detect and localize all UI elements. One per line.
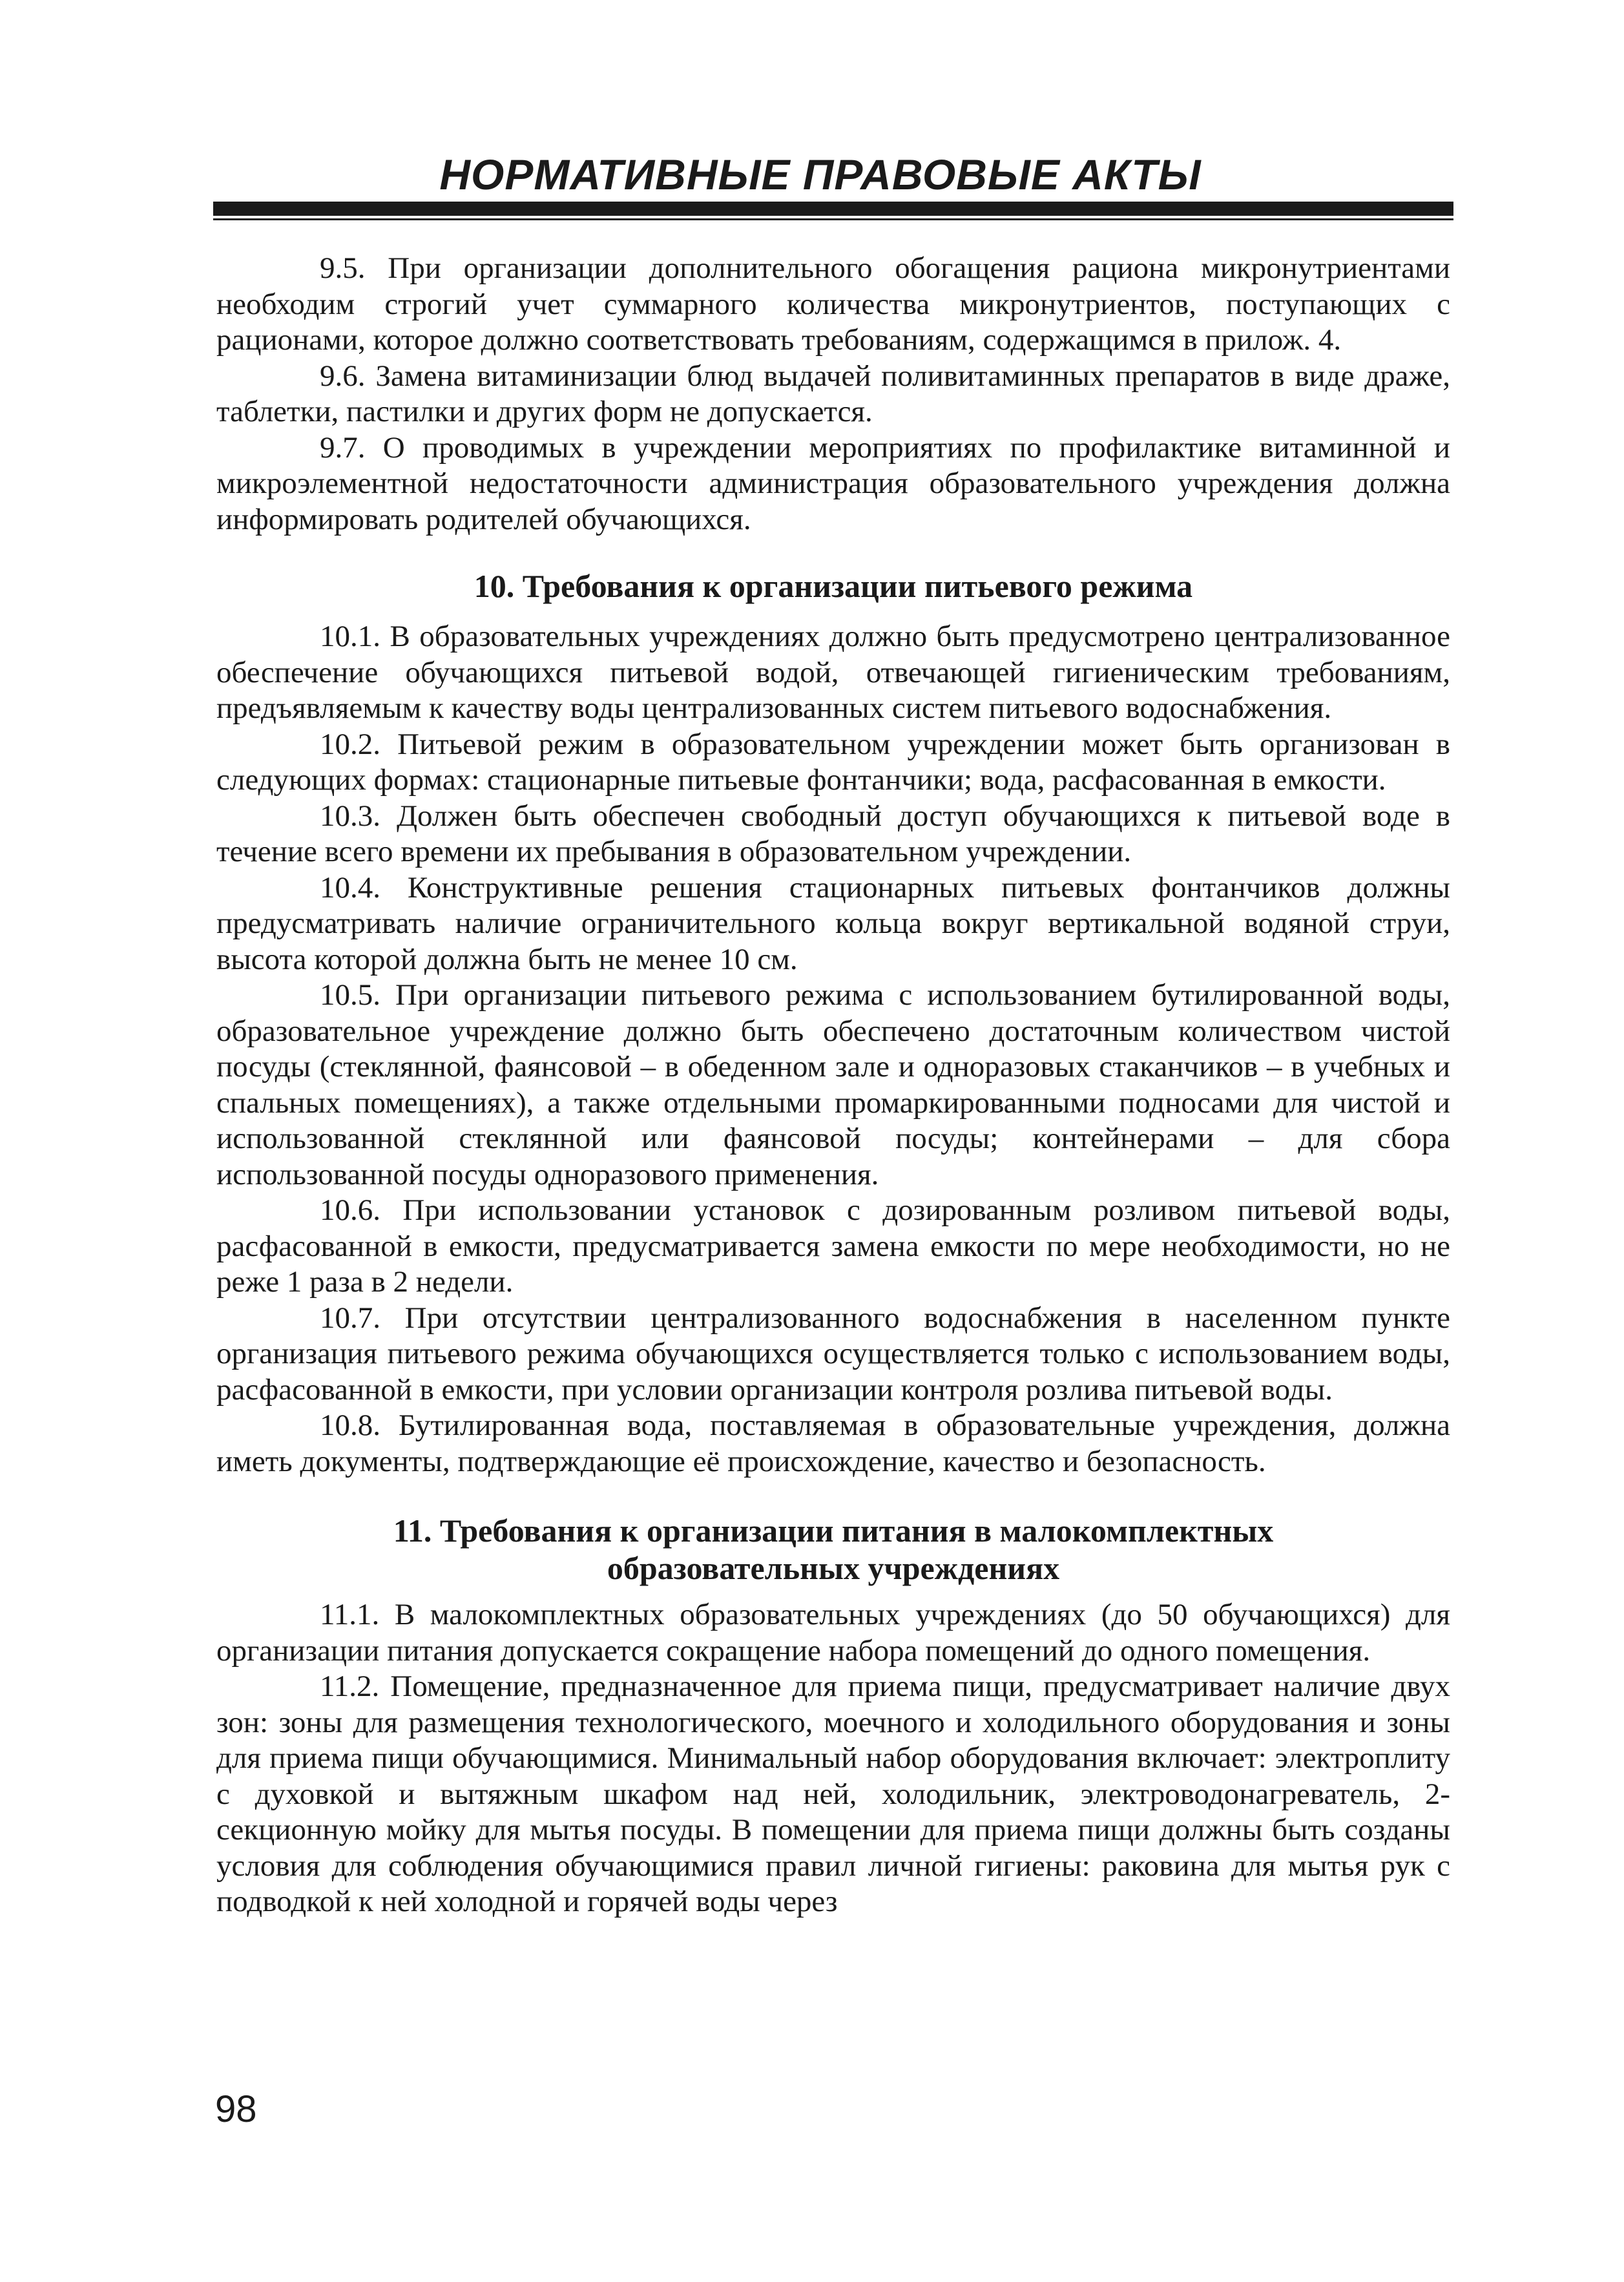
paragraph-10-6: 10.6. При использовании установок с дозированным розливом питьевой воды, расфасованной в емкости, предусматривается замена емкости по мере необходимости, но не реже 1 раза в 2 недели. [216,1193,1450,1299]
paragraph-9-5: 9.5. При организации дополнительного обогащения рациона микронутриентами необходим строгий учет суммарного количества микронутриентов, поступающих с рационами, которое должно соответствовать требованиям, содержащимся в прилож. 4. [216,251,1450,357]
paragraph-9-6: 9.6. Замена витаминизации блюд выдачей поливитаминных препаратов в виде драже, таблетки, пастилки и других форм не допускается. [216,359,1450,428]
paragraph-9-7: 9.7. О проводимых в учреждении мероприятиях по профилактике витаминной и микроэлементной недостаточности администрация образовательного учреждения должна информировать родителей обучающихся. [216,430,1450,536]
header-rule-thin [213,218,1453,220]
section-11-heading-line-1: 11. Требования к организации питания в малокомплектных [393,1513,1274,1549]
paragraph-10-4: 10.4. Конструктивные решения стационарных питьевых фонтанчиков должны предусматривать наличие ограничительного кольца вокруг вертикальной водяной струи, высота которой должна быть не менее 10 см. [216,870,1450,976]
section-11-heading [216,1480,1450,1597]
paragraph-11-1: 11.1. В малокомплектных образовательных учреждениях (до 50 обучающихся) для организации питания допускается сокращение набора помещений до одного помещения. [216,1598,1450,1668]
paragraph-10-5: 10.5. При организации питьевого режима с использованием бутилированной воды, образовательное учреждение должно быть обеспечено достаточным количеством чистой посуды (стеклянной, фаянсовой – в обеденном зале и одноразовых стаканчиков – в учебных и спальных помещениях), а также отдельными промаркированными подносами для чистой и использованной стеклянной или фаянсовой посуды; контейнерами – для сбора использованной посуды одноразового применения. [216,978,1450,1191]
page-number: 98 [215,2088,257,2130]
paragraph-10-8: 10.8. Бутилированная вода, поставляемая в образовательные учреждения, должна иметь документы, подтверждающие её происхождение, качество и безопасность. [216,1408,1450,1478]
header-rule-thick [213,202,1453,216]
section-10-heading: 10. Требования к организации питьевого режима [474,568,1193,604]
page-body [216,251,1450,1920]
paragraph-10-2: 10.2. Питьевой режим в образовательном учреждении может быть организован в следующих формах: стационарные питьевые фонтанчики; вода, расфасованная в емкости. [216,727,1450,797]
section-11-heading-line-2: образовательных учреждениях [607,1550,1060,1586]
running-header-title: НОРМАТИВНЫЕ ПРАВОВЫЕ АКТЫ [439,151,1202,198]
paragraph-10-1: 10.1. В образовательных учреждениях должно быть предусмотрено централизованное обеспечение обучающихся питьевой водой, отвечающей гигиеническим требованиям, предъявляемым к качеству воды централизованных систем питьевого водоснабжения. [216,620,1450,725]
paragraph-10-3: 10.3. Должен быть обеспечен свободный доступ обучающихся к питьевой воде в течение всего времени их пребывания в образовательном учреждении. [216,799,1450,868]
paragraph-10-7: 10.7. При отсутствии централизованного водоснабжения в населенном пункте организация питьевого режима обучающихся осуществляется только с использованием воды, расфасованной в емкости, при условии организации контроля розлива питьевой воды. [216,1301,1450,1407]
paragraph-11-2: 11.2. Помещение, предназначенное для приема пищи, предусматривает наличие двух зон: зоны для размещения технологического, моечного и холодильного оборудования и зоны для приема пищи обучающимися. Минимальный набор оборудования включает: электроплиту с духовкой и вытяжным шкафом над ней, холодильник, электроводонагреватель, 2-секционную мойку для мытья посуды. В помещении для приема пищи должны быть созданы условия для соблюдения обучающимися правил личной гигиены: раковина для мытья рук с подводкой к ней холодной и горячей воды через [216,1670,1450,1918]
